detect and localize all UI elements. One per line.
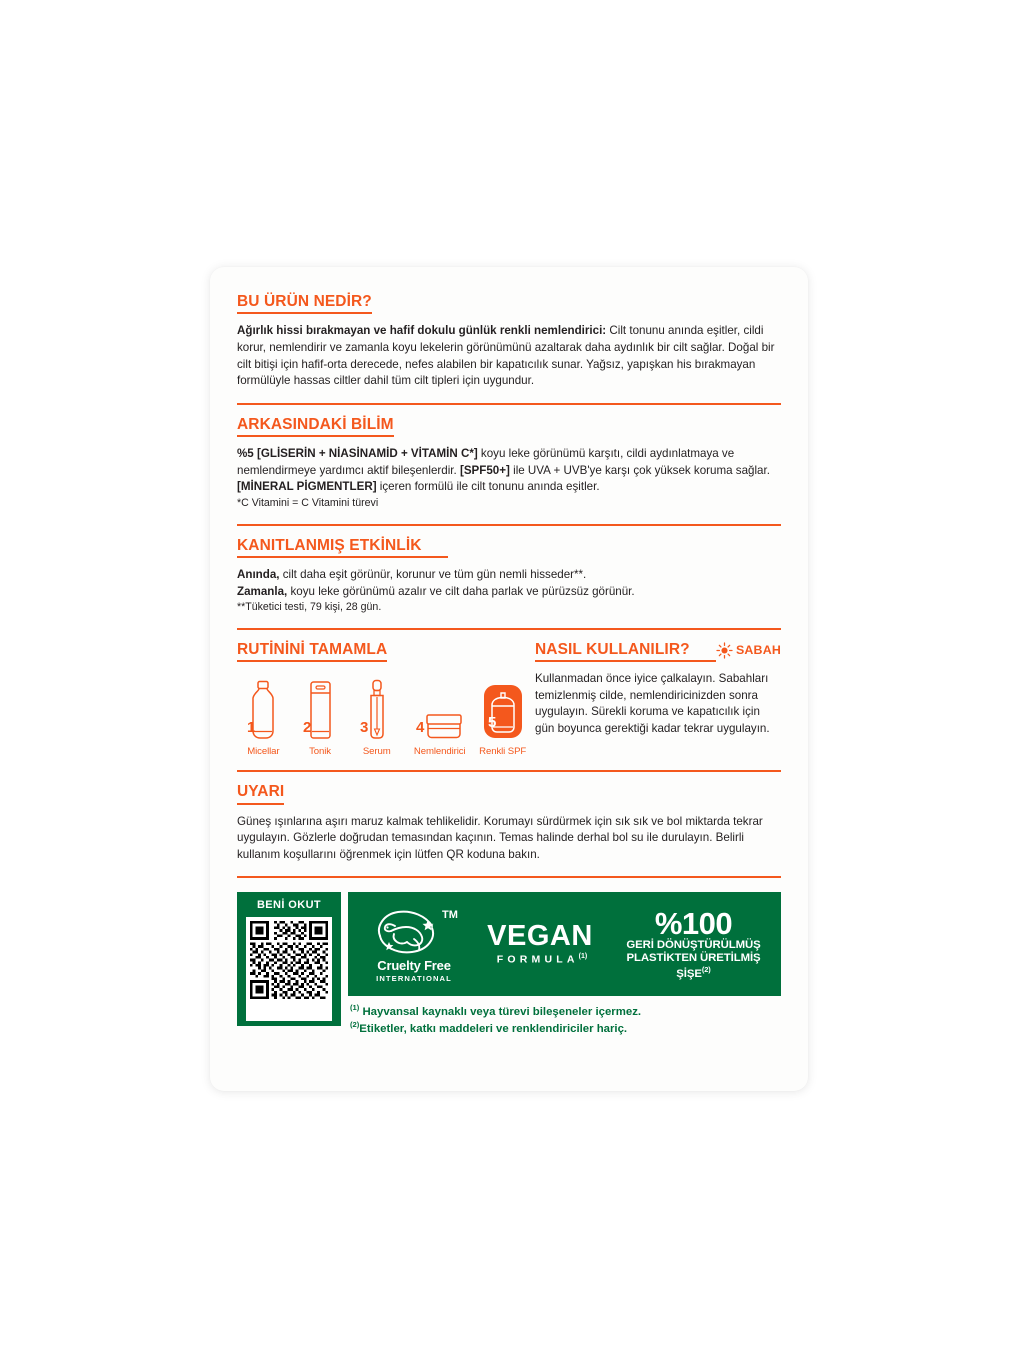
- qr-code-icon[interactable]: [250, 921, 328, 999]
- jar-icon: [414, 679, 466, 741]
- science-pigments: [MİNERAL PİGMENTLER]: [237, 480, 377, 494]
- routine-step-1-art: [237, 679, 290, 741]
- efficacy-overtime-text: koyu leke görünümü azalır ve cilt daha parlak ve pürüzsüz görünür.: [287, 584, 635, 598]
- vegan-badge: [476, 919, 604, 966]
- section-proven-efficacy: [237, 537, 781, 615]
- routine-step-4-art: [407, 679, 472, 741]
- section-divider-3: [237, 628, 781, 630]
- science-actives: %5 [GLİSERİN + NİASİNAMİD + VİTAMİN C*]: [237, 447, 478, 461]
- science-footnote: *C Vitamini = C Vitamini türevi: [237, 496, 379, 509]
- science-text-2: ile UVA + UVB'ye karşı çok yüksek koruma sağlar.: [509, 463, 770, 477]
- how-to-use-header: [535, 641, 781, 671]
- section-science: [237, 416, 781, 511]
- usage-time-badge: [716, 642, 781, 659]
- routine-steps: [237, 679, 529, 757]
- recycled-plastic-badge: [614, 905, 773, 981]
- section-routine: [237, 641, 529, 757]
- vegan-word: VEGAN: [487, 919, 593, 952]
- spf-bottle-icon: [479, 679, 527, 741]
- what-is-rest: Cilt tonunu anında eşitler, cildi korur, nemlendirir ve zamanla koyu lekelerin görünümünü azaltarak daha aydınlık bir cilt sağlar. Doğal bir cilt bitişi için hafif-orta derecede, nefes alabilen bir kapatıcılık sunar. Yağsız, yapışkan his bırakmayan formülüyle hassas ciltler dahil tüm cilt tipleri için uygundur.: [237, 324, 775, 388]
- cruelty-free-sub: INTERNATIONAL: [376, 973, 452, 983]
- routine-step-4-label: Nemlendirici: [413, 746, 466, 758]
- product-label-card: [210, 267, 808, 1091]
- efficacy-footnote: **Tüketici testi, 79 kişi, 28 gün.: [237, 601, 382, 614]
- routine-step-3-number: 3: [359, 719, 369, 737]
- label-content: [237, 293, 781, 1037]
- routine-step-4: [407, 679, 472, 757]
- recycled-line-1: GERİ DÖNÜŞTÜRÜLMÜŞ: [626, 938, 761, 951]
- routine-step-3-art: [350, 679, 403, 741]
- footnote-1-text: Hayvansal kaynaklı veya türevi bileşeneler içermez.: [359, 1006, 642, 1019]
- toner-bottle-icon: [300, 679, 340, 741]
- vegan-footnote-marker: (1): [578, 953, 588, 961]
- science-spf: [SPF50+]: [459, 463, 510, 477]
- routine-step-1-number: 1: [247, 719, 256, 737]
- efficacy-immediate-label: Anında,: [237, 567, 280, 581]
- how-to-use-body: Kullanmadan önce iyice çalkalayın. Sabahları temizlenmiş cilde, nemlendiricinizden sonra uygulayın. Sürekli koruma ve kapatıcılık için gün boyunca gerektiği kadar tekrar uygulayın.: [535, 672, 770, 736]
- vegan-formula-line: [476, 953, 604, 966]
- recycled-line-3: [614, 966, 773, 981]
- section-what-is-product: [237, 293, 781, 390]
- section-divider-1: [237, 403, 781, 405]
- routine-step-5-number: 5: [487, 714, 496, 732]
- science-text-3: içeren formülü ile cilt tonunu anında eşitler.: [376, 480, 600, 494]
- sun-icon: [716, 642, 733, 659]
- dropper-bottle-icon: [357, 679, 397, 741]
- recycled-footnote-marker: (2): [701, 964, 711, 974]
- qr-panel-label: BENİ OKUT: [256, 899, 322, 912]
- footer-certifications: [237, 892, 781, 1037]
- footnote-1: [350, 1003, 781, 1020]
- section-divider-2: [237, 524, 781, 526]
- bottle-icon: [243, 679, 283, 741]
- recycled-line-2: PLASTİKTEN ÜRETİLMİŞ: [626, 952, 761, 965]
- routine-and-usage-row: [237, 641, 781, 757]
- section-heading-warning: UYARI: [237, 783, 284, 804]
- section-heading-efficacy: KANITLANMIŞ ETKİNLİK: [237, 537, 448, 558]
- efficacy-overtime-label: Zamanla,: [237, 584, 288, 598]
- vegan-formula-text: FORMULA: [496, 953, 579, 966]
- footnote-2-marker: (2): [350, 1020, 360, 1030]
- recycled-line-3-text: ŞİŞE: [676, 967, 702, 980]
- cruelty-free-name: Cruelty Free: [377, 957, 451, 973]
- efficacy-line-2: [237, 584, 781, 601]
- science-text-1: koyu leke görünümü karşıtı, cildi aydınlatmaya ve nemlendirmeye yardımcı aktif bileşenlerdir.: [237, 447, 735, 477]
- recycled-percent: %100: [654, 905, 733, 941]
- footnote-1-marker: (1): [350, 1003, 360, 1013]
- certification-band: [348, 892, 781, 996]
- cruelty-free-logo: [362, 906, 466, 983]
- routine-step-4-number: 4: [415, 719, 425, 737]
- what-is-lead: Ağırlık hissi bırakmayan ve hafif dokulu günlük renkli nemlendirici:: [237, 324, 607, 338]
- section-heading-science: ARKASINDAKİ BİLİM: [237, 416, 394, 437]
- routine-step-2: [294, 679, 347, 757]
- section-divider-5: [237, 876, 781, 878]
- usage-time-label: SABAH: [735, 643, 781, 658]
- footnote-2-text: Etiketler, katkı maddeleri ve renklendiriciler hariç.: [359, 1023, 628, 1036]
- qr-panel[interactable]: [237, 892, 341, 1026]
- efficacy-immediate-text: cilt daha eşit görünür, korunur ve tüm gün nemli hisseder**.: [279, 567, 587, 581]
- what-is-body: [237, 323, 781, 389]
- section-heading-routine: RUTİNİNİ TAMAMLA: [237, 641, 387, 662]
- routine-step-5: [476, 679, 529, 757]
- section-heading-how-to-use: NASIL KULLANILIR?: [535, 641, 716, 662]
- qr-code-frame: [246, 917, 332, 1021]
- certification-column: [341, 892, 781, 1037]
- section-how-to-use: [529, 641, 781, 757]
- routine-step-3: [350, 679, 403, 757]
- section-warning: [237, 783, 781, 863]
- section-divider-4: [237, 770, 781, 772]
- footnote-2: [350, 1020, 781, 1037]
- warning-body: Güneş ışınlarına aşırı maruz kalmak tehlikelidir. Korumayı sürdürmek için sık sık ve bol miktarda tekrar uygulayın. Gözlerle doğrudan temasından kaçının. Temas halinde derhal bol su ile durulayın. Belirli kullanım koşullarını öğrenmek için lütfen QR koduna bakın.: [237, 814, 763, 861]
- section-heading-what-is: BU ÜRÜN NEDİR?: [237, 293, 372, 314]
- routine-step-2-number: 2: [303, 719, 312, 737]
- routine-step-3-label: Serum: [362, 746, 391, 758]
- efficacy-line-1: [237, 567, 781, 584]
- routine-step-1: [237, 679, 290, 757]
- routine-step-5-art: [476, 679, 529, 741]
- cruelty-free-tm: TM: [442, 908, 458, 921]
- routine-step-2-label: Tonik: [309, 746, 331, 758]
- routine-step-1-label: Micellar: [247, 746, 280, 758]
- footer-footnotes: [348, 1003, 781, 1037]
- science-body: [237, 446, 781, 496]
- routine-step-2-art: [294, 679, 347, 741]
- leaping-bunny-icon: [368, 906, 460, 958]
- routine-step-5-label: Renkli SPF: [479, 746, 527, 758]
